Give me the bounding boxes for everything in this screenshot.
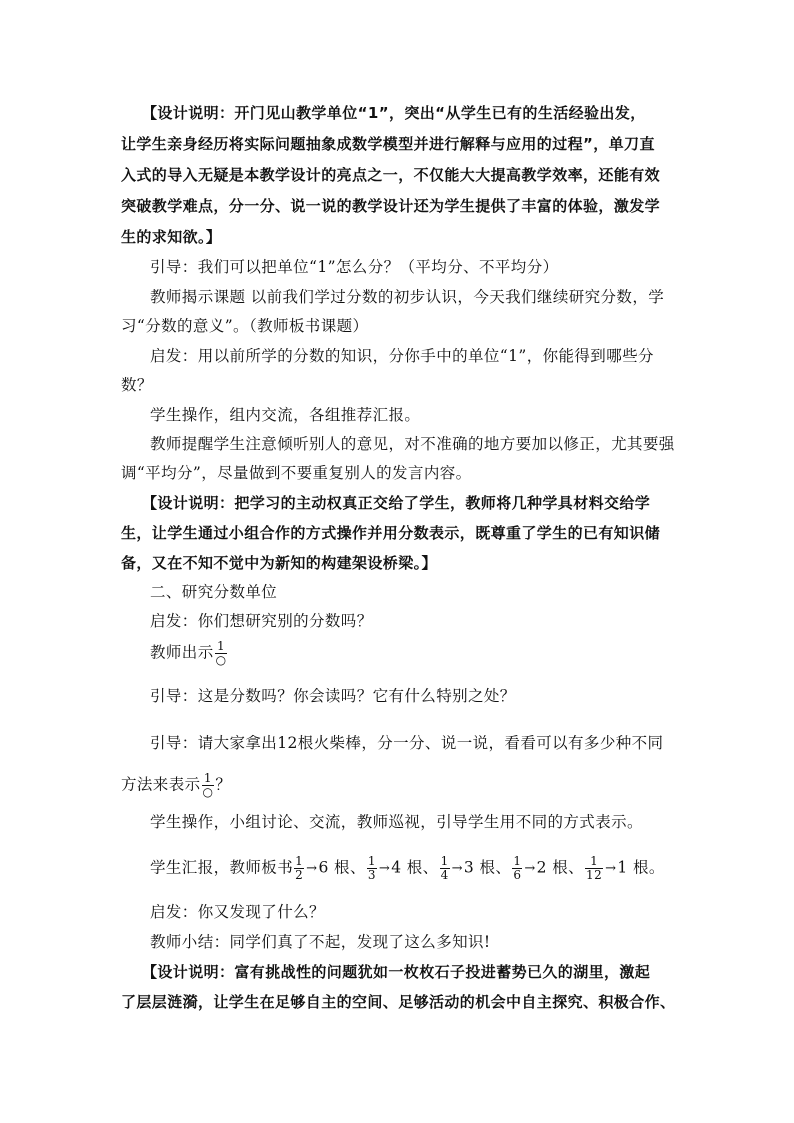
student-operation: 学生操作，组内交流，各组推荐汇报。 bbox=[150, 406, 421, 424]
inspire-discovery: 启发：你又发现了什么？ bbox=[150, 903, 325, 921]
arrow-icon: → bbox=[306, 860, 318, 876]
teacher-topic-line-1: 教师揭示课题 以前我们学过分数的初步认识，今天我们继续研究分数，学 bbox=[150, 288, 665, 306]
design-note-1-line-1: 【设计说明：开门见山教学单位“1”，突出“从学生已有的生活经验出发， bbox=[142, 104, 646, 122]
arrow-icon: → bbox=[605, 860, 617, 876]
report-count: 1 根。 bbox=[617, 858, 665, 877]
design-note-3-line-2: 了层层涟漪，让学生在足够自主的空间、足够活动的机会中自主探究、积极合作、 bbox=[121, 993, 676, 1011]
report-fraction-third: $\frac{1}{3}$ bbox=[367, 854, 376, 882]
inspire-line-2: 数？ bbox=[121, 376, 153, 394]
report-count: 2 根、 bbox=[536, 858, 585, 877]
method-label: 方法来表示 bbox=[121, 775, 201, 794]
frac-den: ○ bbox=[215, 653, 227, 667]
teacher-reminder-line-2: 调“平均分”，尽量做到不要重复别人的发言内容。 bbox=[121, 464, 472, 482]
arrow-icon: → bbox=[378, 860, 391, 876]
teacher-topic-line-2: 习“分数的意义”。（教师板书课题） bbox=[121, 317, 369, 335]
guide-matchsticks-line-2 bbox=[121, 772, 231, 799]
student-discussion: 学生操作，小组讨论、交流，教师巡视，引导学生用不同的方式表示。 bbox=[150, 813, 643, 831]
teacher-reminder-line-1: 教师提醒学生注意倾听别人的意见，对不准确的地方要加以修正，尤其要强 bbox=[150, 435, 675, 453]
report-fraction-twelfth: $\frac{1}{12}$ bbox=[586, 854, 603, 882]
inspire-question: 启发：你们想研究别的分数吗？ bbox=[150, 612, 373, 630]
teacher-summary: 教师小结：同学们真了不起，发现了这么多知识! bbox=[150, 933, 491, 951]
report-count: 3 根、 bbox=[463, 858, 512, 877]
report-count: 4 根、 bbox=[391, 858, 439, 877]
design-note-1-line-2: 让学生亲身经历将实际问题抽象成数学模型并进行解释与应用的过程”，单刀直 bbox=[121, 135, 655, 153]
report-fraction-quarter: $\frac{1}{4}$ bbox=[440, 854, 449, 882]
inspire-line-1: 启发：用以前所学的分数的知识，分你手中的单位“1”，你能得到哪些分 bbox=[150, 347, 654, 365]
report-label: 学生汇报，教师板书 bbox=[150, 858, 294, 877]
arrow-icon: → bbox=[524, 860, 536, 876]
design-note-3-line-1: 【设计说明：富有挑战性的问题犹如一枚枚石子投进蓄势已久的湖里，激起 bbox=[142, 963, 651, 981]
guide-unit-division: 引导：我们可以把单位“1”怎么分？（平均分、不平均分） bbox=[150, 258, 559, 276]
arrow-icon: → bbox=[451, 860, 463, 876]
report-fraction-half: $\frac{1}{2}$ bbox=[295, 854, 304, 882]
question-mark: ？ bbox=[215, 775, 232, 794]
guide-question: 引导：这是分数吗？你会读吗？它有什么特别之处？ bbox=[150, 687, 516, 705]
student-report bbox=[150, 855, 665, 882]
design-note-1-line-5: 生的求知欲。】 bbox=[121, 228, 222, 246]
fraction-one-over-blank bbox=[215, 640, 228, 667]
frac-num: 1 bbox=[217, 639, 226, 653]
teacher-shows-label: 教师出示 bbox=[150, 643, 214, 662]
frac-num: 1 bbox=[203, 771, 212, 785]
guide-matchsticks-line-1: 引导：请大家拿出12根火柴棒，分一分、说一说，看看可以有多少种不同 bbox=[150, 734, 664, 752]
design-note-2-line-3: 备，又在不知不觉中为新知的构建架设桥梁。】 bbox=[121, 554, 437, 572]
teacher-shows-fraction bbox=[150, 640, 228, 667]
design-note-1-line-4: 突破教学难点，分一分、说一说的教学设计还为学生提供了丰富的体验，激发学 bbox=[121, 197, 661, 215]
design-note-1-line-3: 入式的导入无疑是本教学设计的亮点之一，不仅能大大提高教学效率，还能有效 bbox=[121, 166, 661, 184]
design-note-2-line-1: 【设计说明：把学习的主动权真正交给了学生，教师将几种学具材料交给学 bbox=[142, 494, 651, 512]
section-heading: 二、研究分数单位 bbox=[150, 583, 278, 601]
frac-den: ○ bbox=[202, 785, 214, 799]
report-fraction-sixth: $\frac{1}{6}$ bbox=[513, 854, 522, 882]
fraction-one-over-blank-2 bbox=[202, 772, 215, 799]
design-note-2-line-2: 生，让学生通过小组合作的方式操作并用分数表示，既尊重了学生的已有知识储 bbox=[121, 524, 661, 542]
report-count: 6 根、 bbox=[318, 858, 366, 877]
